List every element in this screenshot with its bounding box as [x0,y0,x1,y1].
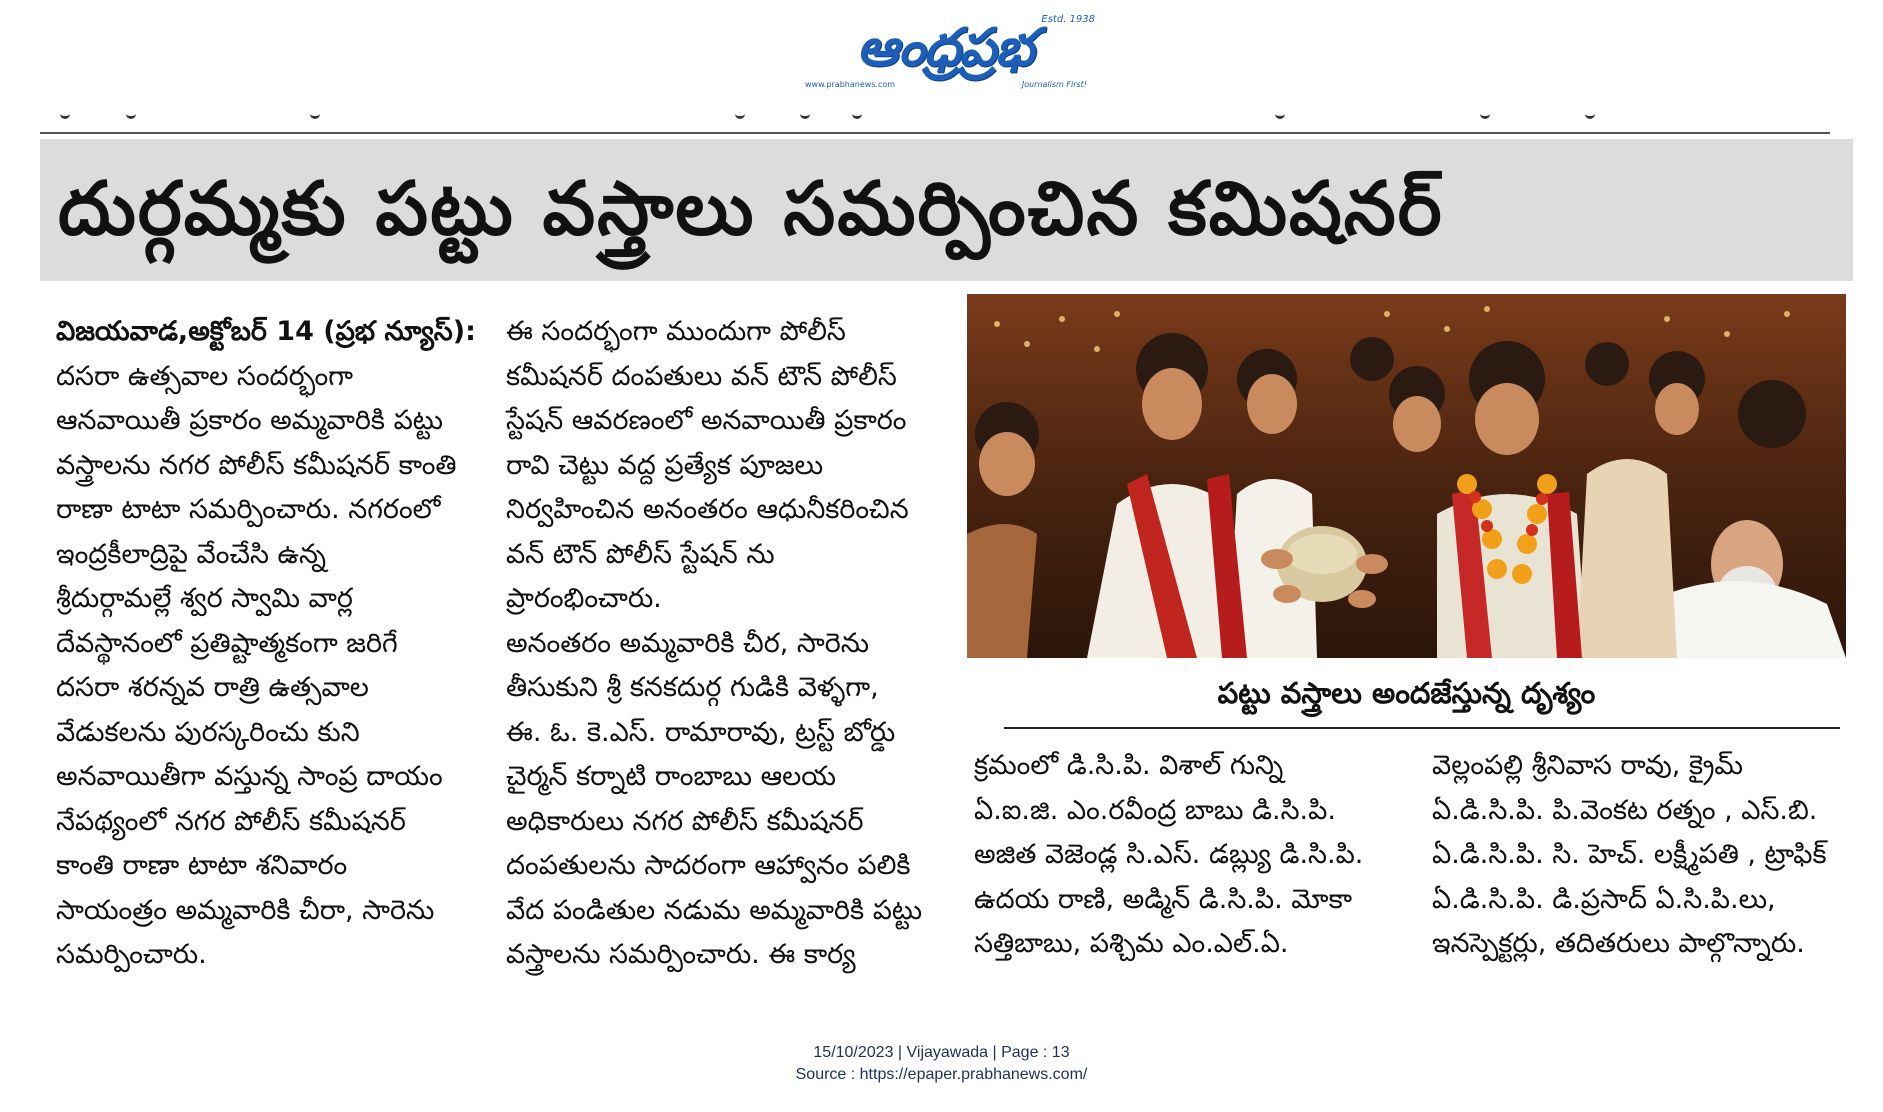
article-line: ఆనవాయితీ ప్రకారం అమ్మవారికి పట్టు [56,405,443,436]
article-line: నిర్వహించిన అనంతరం ఆధునీకరించిన [506,494,909,525]
article-line: కమీషనర్ దంపతులు వన్ టౌన్ పోలీస్ [506,360,897,392]
masthead-logo: ఆంధ్రప్రభ [856,18,1034,78]
headline-banner [40,139,1853,281]
article-line: అనవాయితీగా వస్తున్న సాంప్ర దాయం [56,761,443,792]
article-line: క్రమంలో డి.సి.పి. విశాల్ గున్ని [974,750,1284,781]
article-line: సాయంత్రం అమ్మవారికి చీరా, సారెను [56,894,435,926]
article-line: ఏ.డి.సి.పి. డి.ప్రసాద్ ఏ.సి.పి.లు, [1432,883,1776,915]
article-line: వస్త్రాలను నగర పోలీస్ కమీషనర్ కాంతి [56,449,457,481]
article-line: వేడుకలను పురస్కరించు కుని [56,716,360,748]
article-headline: దుర్గమ్మకు పట్టు వస్త్రాలు సమర్పించిన కమిషనర్ [58,166,1444,252]
article-line: చైర్మన్ కర్నాటి రాంబాబు ఆలయ [506,761,836,792]
article-line: ఏ.ఐ.జి. ఎం.రవీంద్ర బాబు డి.సి.పి. [974,794,1336,826]
article-line: ఇంద్రకీలాద్రిపై వేంచేసి ఉన్న [56,538,327,570]
article-line: ఇనస్పెక్టర్లు, తదితరులు పాల్గొన్నారు. [1432,928,1805,959]
masthead-estd: Estd. 1938 [1041,14,1095,25]
article-line: వన్ టౌన్ పోలీస్ స్టేషన్ ను [506,538,775,570]
clipping-cut-line [40,132,1830,134]
masthead-tagline: Journalism First! [1021,80,1087,89]
article-column-2 [506,310,926,978]
article-line: ఈ. ఓ. కె.ఎస్. రామారావు, ట్రస్ట్ బోర్డు [506,716,896,748]
article-line: అజిత వెజెండ్ల సి.ఎస్. డబ్ల్యు డి.సి.పి. [974,839,1364,870]
article-column-3 [974,744,1394,967]
article-line: దేవస్థానంలో ప్రతిష్టాత్మకంగా జరిగే [56,627,398,659]
article-line: ఉదయ రాణి, అడ్మిన్ డి.సి.పి. మోకా [974,883,1353,915]
article-line: ఏ.డి.సి.పి. సి. హెచ్. లక్ష్మీపతి , ట్రాఫిక్ [1432,839,1827,870]
caption-divider [1004,727,1840,729]
masthead-website: www.prabhanews.com [805,80,896,89]
footer-source: Source : https://epaper.prabhanews.com/ [795,1066,1088,1083]
photo-illustration [967,294,1846,658]
article-line: వస్త్రాలను సమర్పించారు. ఈ కార్య [506,939,856,970]
article-line: దసరా శరన్నవ రాత్రి ఉత్సవాల [56,672,369,703]
article-line: సమర్పించారు. [56,939,207,970]
article-line: స్టేషన్ ఆవరణంలో అనవాయితీ ప్రకారం [506,405,907,436]
article-line: వేద పండితుల నడుమ అమ్మవారికి పట్టు [506,894,923,926]
article-line: కాంతి రాణా టాటా శనివారం [56,850,348,881]
article-line: శ్రీదుర్గామల్లే శ్వర స్వామి వార్ల [56,583,353,614]
article-line: అధికారులు నగర పోలీస్ కమీషనర్ [506,805,864,837]
article-line: తీసుకుని శ్రీ కనకదుర్గ గుడికి వెళ్ళగా, [506,672,879,703]
article-line: సత్తిబాబు, పశ్చిమ ఎం.ఎల్.ఏ. [974,928,1289,959]
article-column-1 [56,310,476,978]
article-column-4 [1432,744,1852,967]
column-1-lines [56,355,476,978]
article-line: ప్రారంభించారు. [506,583,662,614]
newspaper-masthead [795,14,1095,94]
article-dateline: విజయవాడ,అక్టోబర్ 14 (ప్రభ న్యూస్): [56,316,476,347]
article-line: వెల్లంపల్లి శ్రీనివాస రావు, క్రైమ్ [1432,750,1743,781]
article-line: అనంతరం అమ్మవారికి చీర, సారెను [506,627,870,659]
article-line: దంపతులను సాదరంగా ఆహ్వానం పలికి [506,850,911,881]
article-line: దసరా ఉత్సవాల సందర్భంగా [56,360,354,392]
article-line: ఏ.డి.సి.పి. పి.వెంకట రత్నం , ఎస్.బి. [1432,794,1818,826]
article-line: రాణా టాటా సమర్పించారు. నగరంలో [56,494,441,525]
photo-caption: పట్టు వస్త్రాలు అందజేస్తున్న దృశ్యం [1217,676,1596,710]
footer-edition-info: 15/10/2023 | Vijayawada | Page : 13 [813,1044,1070,1061]
article-line: ఈ సందర్భంగా ముందుగా పోలీస్ [506,316,846,347]
article-line: రావి చెట్టు వద్ద ప్రత్యేక పూజలు [506,449,824,481]
article-line: నేపథ్యంలో నగర పోలీస్ కమీషనర్ [56,805,406,837]
article-photo [967,294,1846,658]
clipped-text-remnants [40,100,1830,118]
